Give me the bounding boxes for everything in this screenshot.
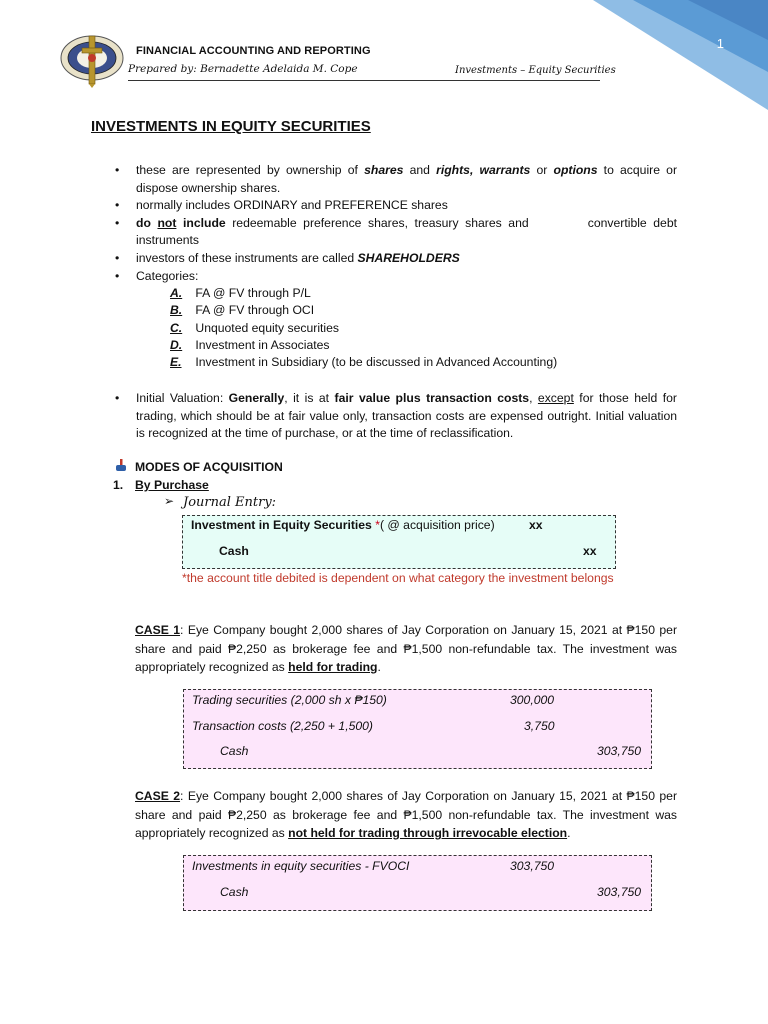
bullet-item: • Initial Valuation: Generally, it is at fair value plus transaction costs, except for those held for trading, which should be at fair value only, transaction costs are expensed outright. Initial valuation is recognized at the time of purchase, or at the time of reclassification. xyxy=(115,390,677,443)
case2-entry-box xyxy=(183,855,652,911)
case1-row-debit: 300,000 xyxy=(510,693,555,707)
modes-heading: MODES OF ACQUISITION xyxy=(135,460,283,474)
case2-row-account: Investments in equity securities - FVOCI xyxy=(192,859,410,873)
bullet-item: • Categories: xyxy=(115,268,677,286)
category-list xyxy=(170,285,557,371)
credit-account: Cash xyxy=(219,544,249,558)
case1-row-debit: 3,750 xyxy=(524,719,555,733)
header-rule xyxy=(128,80,600,81)
case2-row-debit: 303,750 xyxy=(510,859,555,873)
category-item: D. Investment in Associates xyxy=(170,337,330,352)
bullet-item: • normally includes ORDINARY and PREFERENCE shares xyxy=(115,197,677,215)
corner-decoration xyxy=(593,0,768,110)
bullet-list xyxy=(115,162,681,285)
bullet-item: • do not include redeemable preference shares, treasury shares and convertible debt instruments xyxy=(115,215,677,250)
journal-entry-label: Journal Entry: xyxy=(183,495,277,510)
case2-row-credit: 303,750 xyxy=(597,885,642,899)
case2-text: CASE 2: Eye Company bought 2,000 shares of Jay Corporation on January 15, 2021 at ₱150 per share and paid ₱2,250 as brokerage fee and ₱1,500 non-refundable tax. The investment was appropriately recognized as not held for trading through irrevocable election. xyxy=(135,789,677,840)
category-item: A. FA @ FV through P/L xyxy=(170,286,311,300)
header-course-title: FINANCIAL ACCOUNTING AND REPORTING xyxy=(136,45,371,57)
bullet-item: • these are represented by ownership of shares and rights, warrants or options to acquire or dispose ownership shares. xyxy=(115,162,677,197)
initial-valuation-bullet xyxy=(115,390,677,443)
page-title: INVESTMENTS IN EQUITY SECURITIES xyxy=(91,118,371,135)
header-prepared-by: Prepared by: Bernadette Adelaida M. Cope xyxy=(128,63,358,75)
category-item: C. Unquoted equity securities xyxy=(170,320,340,335)
header-topic: Investments – Equity Securities xyxy=(455,65,616,76)
case1-text: CASE 1: Eye Company bought 2,000 shares of Jay Corporation on January 15, 2021 at ₱150 per share and paid ₱2,250 as brokerage fee and ₱1,500 non-refundable tax. The investment was appropriately recognized as held for trading. xyxy=(135,623,677,674)
case1-row-account: Transaction costs (2,250 + 1,500) xyxy=(192,719,373,733)
modes-number: 1. xyxy=(113,478,124,492)
debit-line: Investment in Equity Securities *( @ acquisition price) xyxy=(191,518,495,532)
category-item: E. Investment in Subsidiary (to be discussed in Advanced Accounting) xyxy=(170,355,558,370)
case2-row-account: Cash xyxy=(220,885,249,899)
credit-amount: xx xyxy=(583,544,597,558)
school-seal-logo xyxy=(58,28,126,88)
category-item: B. FA @ FV through OCI xyxy=(170,303,315,318)
case1-row-account: Cash xyxy=(220,744,249,758)
page-number: 1 xyxy=(716,36,724,51)
arrow-bullet-icon: ➢ xyxy=(164,494,175,508)
case1-row-account: Trading securities (2,000 sh x ₱150) xyxy=(192,693,387,707)
journal-footnote: *the account title debited is dependent on what category the investment belongs xyxy=(182,571,614,585)
journal-entry-box xyxy=(182,515,616,569)
case1-row-credit: 303,750 xyxy=(597,744,642,758)
hand-pointer-icon xyxy=(115,459,127,472)
by-purchase-label: By Purchase xyxy=(135,478,209,492)
bullet-item: • investors of these instruments are called SHAREHOLDERS xyxy=(115,250,677,268)
debit-amount: xx xyxy=(529,518,543,532)
case1-entry-box xyxy=(183,689,652,769)
